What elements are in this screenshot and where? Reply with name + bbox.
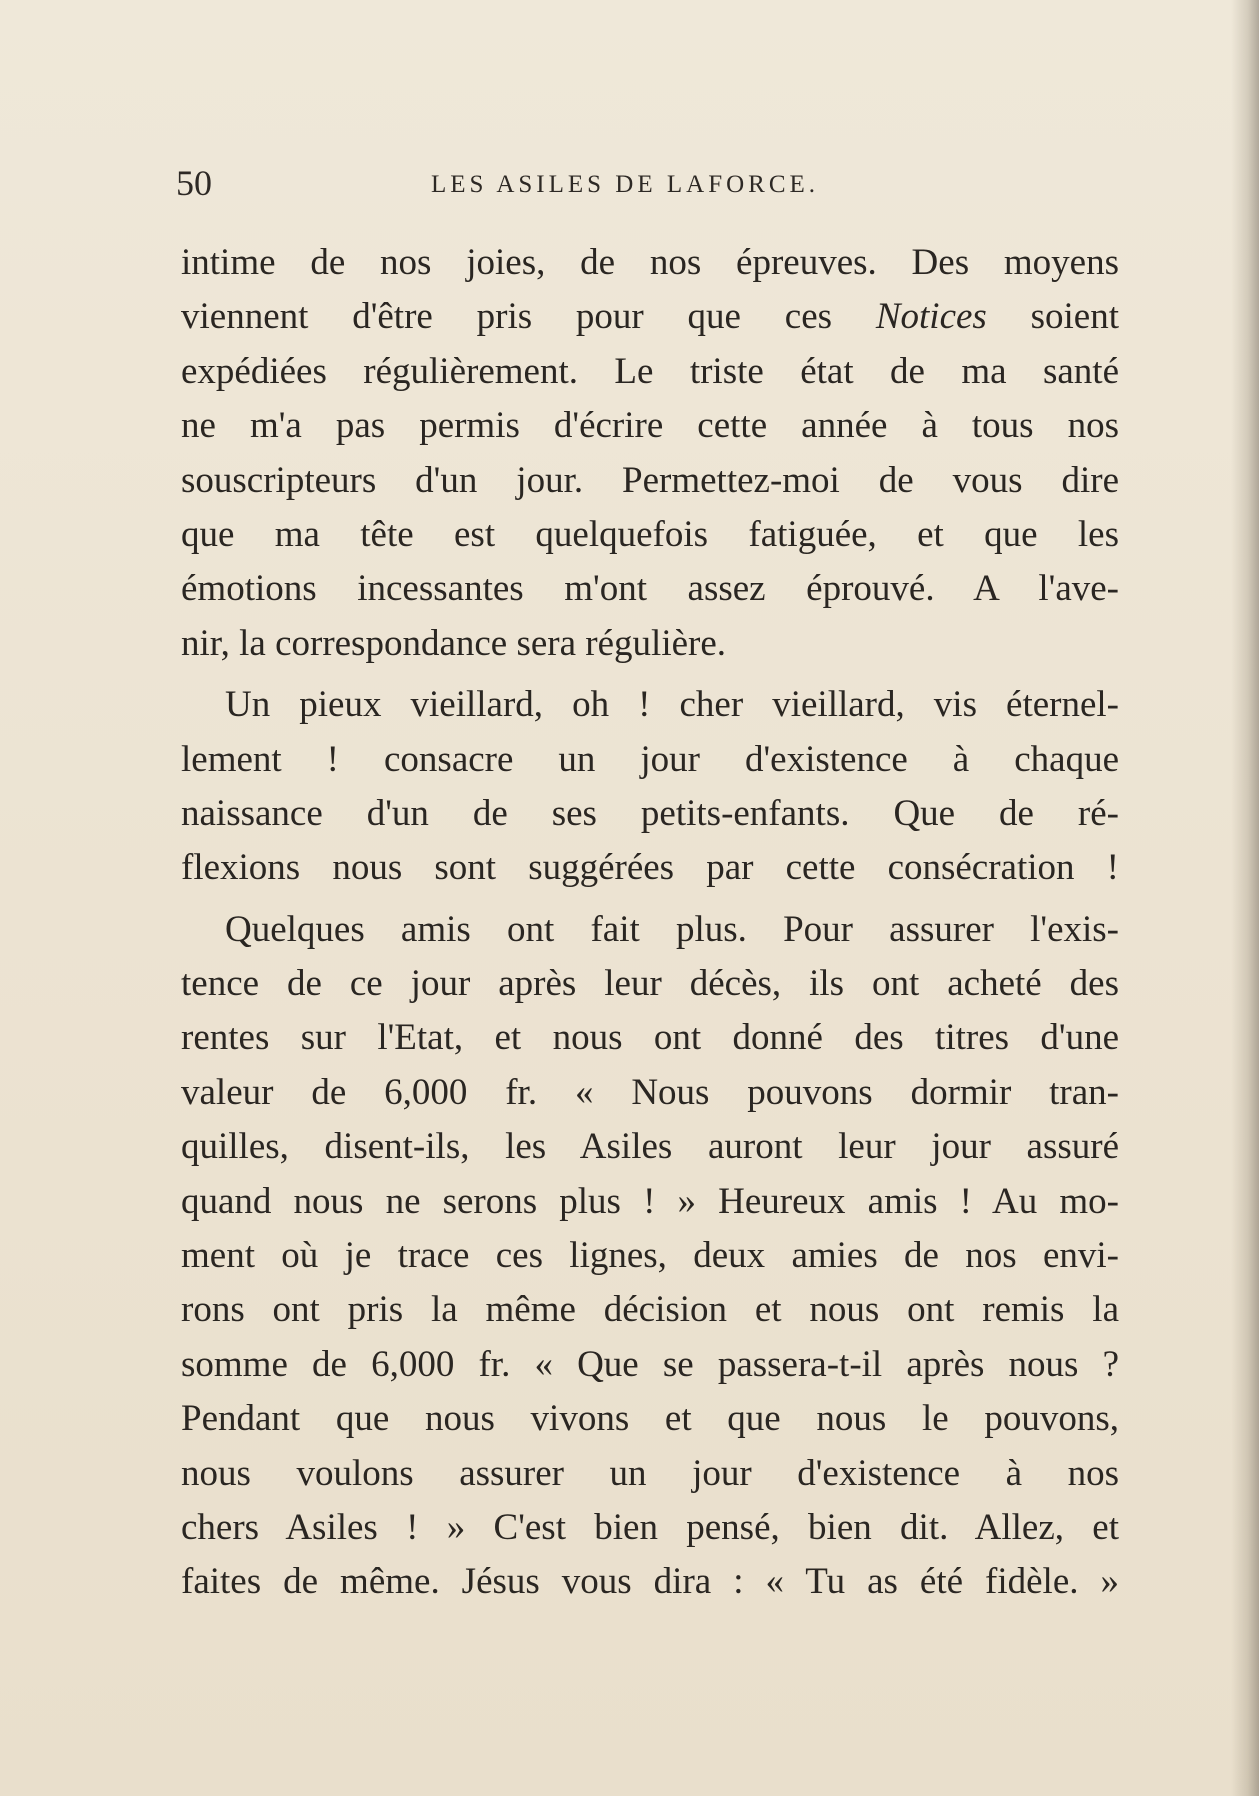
text-line: Un pieux vieillard, oh ! cher vieillard, vis éternel- [225, 684, 1119, 726]
paragraph-gap [181, 671, 1119, 678]
italic-word: Notices [875, 296, 987, 338]
text-line: flexions nous sont suggérées par cette consécration ! [181, 847, 1119, 889]
text-line: ment où je trace ces lignes, deux amies de nos envi- [181, 1235, 1119, 1277]
text-line: tence de ce jour après leur décès, ils ont acheté des [181, 963, 1119, 1005]
text-line: faites de même. Jésus vous dira : « Tu as été fidèle. » [181, 1561, 1119, 1603]
text-line: naissance d'un de ses petits-enfants. Que de ré- [181, 792, 1119, 834]
text-line: Pendant que nous vivons et que nous le pouvons, [181, 1398, 1119, 1440]
text-line: lement ! consacre un jour d'existence à chaque [181, 738, 1119, 780]
text-line: souscripteurs d'un jour. Permettez-moi de vous dire [181, 459, 1119, 501]
text-line: nous voulons assurer un jour d'existence à nos [181, 1452, 1119, 1494]
body-text [181, 236, 1119, 1610]
text-line: que ma tête est quelquefois fatiguée, et que les [181, 513, 1119, 555]
text-line: rons ont pris la même décision et nous ont remis la [181, 1289, 1119, 1331]
text-line: valeur de 6,000 fr. « Nous pouvons dormir tran- [181, 1071, 1119, 1113]
text-line: quand nous ne serons plus ! » Heureux amis ! Au mo- [181, 1180, 1119, 1222]
text-line: chers Asiles ! » C'est bien pensé, bien dit. Allez, et [181, 1506, 1119, 1548]
text-line: quilles, disent-ils, les Asiles auront leur jour assuré [181, 1126, 1119, 1168]
running-title: LES ASILES DE LAFORCE. [431, 171, 820, 198]
text-line: nir, la correspondance sera régulière. [181, 622, 727, 664]
text-line: somme de 6,000 fr. « Que se passera-t-il après nous ? [181, 1343, 1119, 1385]
text-line: ne m'a pas permis d'écrire cette année à tous nos [181, 405, 1119, 447]
paragraph-gap [181, 896, 1119, 903]
text-line: émotions incessantes m'ont assez éprouvé. A l'ave- [181, 568, 1119, 610]
text-line-part: soient [1030, 296, 1120, 338]
text-line: rentes sur l'Etat, et nous ont donné des titres d'une [181, 1017, 1119, 1059]
text-line-part: viennent d'être pris pour que ces [181, 296, 833, 338]
text-line: expédiées régulièrement. Le triste état de ma santé [181, 350, 1119, 392]
running-header [176, 158, 1120, 208]
page-number: 50 [176, 163, 212, 203]
text-line: intime de nos joies, de nos épreuves. Des moyens [181, 242, 1119, 283]
page-edge-shadow [1231, 0, 1259, 1796]
text-line: Quelques amis ont fait plus. Pour assurer l'exis- [225, 908, 1119, 950]
text-line [181, 290, 1119, 344]
